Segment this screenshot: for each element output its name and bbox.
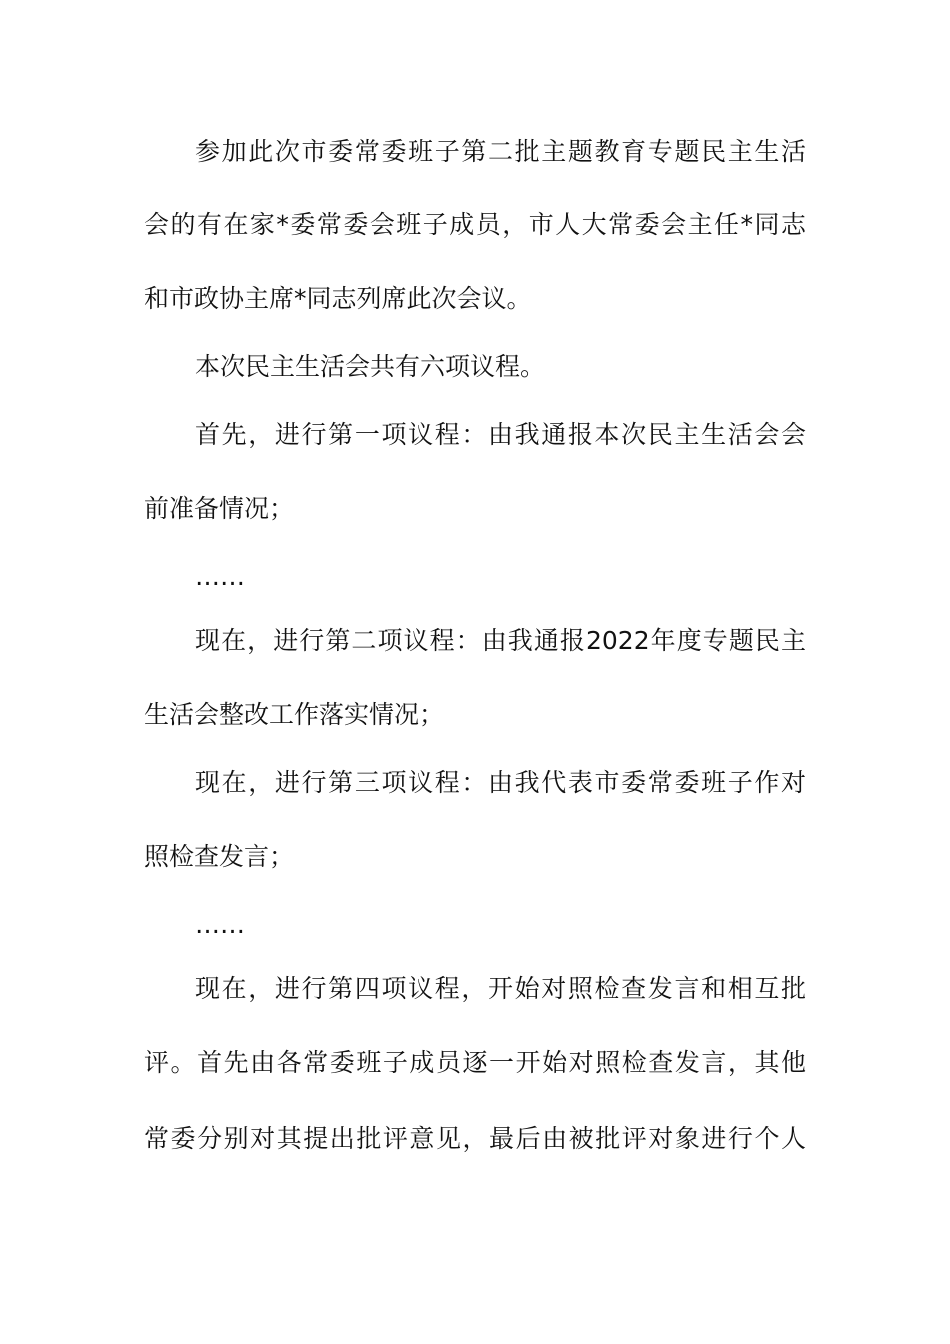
ellipsis-1: …… <box>195 562 245 591</box>
paragraph-agenda-3-line-2: 照检查发言； <box>144 842 295 871</box>
paragraph-attendance-line-3: 和市政协主席*同志列席此次会议。 <box>144 284 532 313</box>
ellipsis-2: …… <box>195 910 245 939</box>
paragraph-agenda-4-line-2: 评。首先由各常委班子成员逐一开始对照检查发言，其他 <box>144 1048 806 1077</box>
paragraph-agenda-1-line-2: 前准备情况； <box>144 494 295 523</box>
paragraph-agenda-4-line-3: 常委分别对其提出批评意见，最后由被批评对象进行个人 <box>144 1124 806 1153</box>
paragraph-agenda-3-line-1: 现在，进行第三项议程：由我代表市委常委班子作对 <box>195 768 806 797</box>
paragraph-attendance-line-2: 会的有在家*委常委会班子成员，市人大常委会主任*同志 <box>144 210 806 239</box>
paragraph-agenda-2-line-1: 现在，进行第二项议程：由我通报2022年度专题民主 <box>195 626 806 655</box>
paragraph-agenda-1-line-1: 首先，进行第一项议程：由我通报本次民主生活会会 <box>195 420 806 449</box>
paragraph-agenda-count: 本次民主生活会共有六项议程。 <box>195 352 546 381</box>
paragraph-attendance-line-1: 参加此次市委常委班子第二批主题教育专题民主生活 <box>195 137 806 166</box>
paragraph-agenda-2-line-2: 生活会整改工作落实情况； <box>144 700 445 729</box>
paragraph-agenda-4-line-1: 现在，进行第四项议程，开始对照检查发言和相互批 <box>195 974 806 1003</box>
